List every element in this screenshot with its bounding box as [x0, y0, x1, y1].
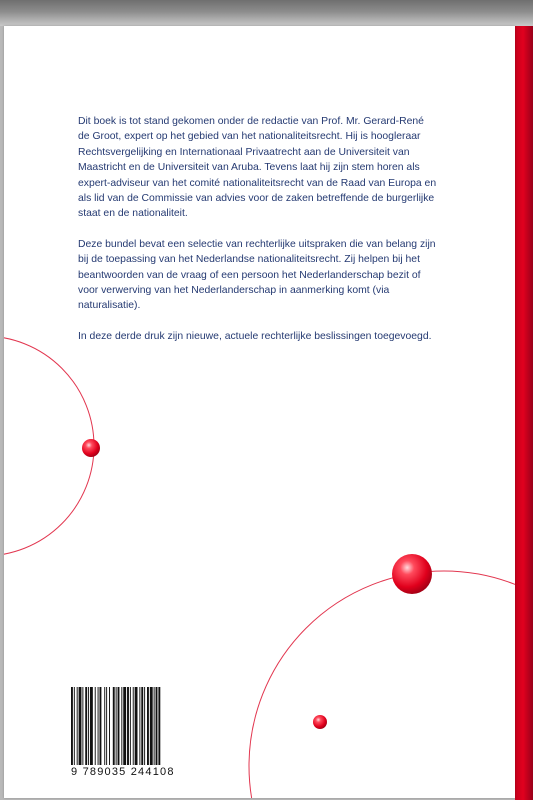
blurb-paragraph-editor: Dit boek is tot stand gekomen onder de redactie van Prof. Mr. Gerard-René de Groot, expert op het gebied van het nationaliteitsrecht. Hij is hoogleraar Rechtsvergelijking en Internationaal Privaatrecht aan de Universiteit van Maastricht en de Universiteit van Aruba. Tevens laat hij zijn stem horen als expert-adviseur van het comité nationaliteitsrecht van de Raad van Europa en als lid van de Commissie van advies voor de zaken betreffende de burgerlijke staat en de nationaliteit.	[78, 116, 437, 220]
isbn-number: 9 789035 244108	[71, 766, 175, 778]
barcode-bar	[82, 687, 83, 765]
barcode-bar	[147, 687, 149, 765]
barcode-bar	[71, 687, 73, 765]
barcode-bar	[158, 687, 160, 765]
barcode-bar	[154, 687, 155, 765]
blurb-paragraph-edition: In deze derde druk zijn nieuwe, actuele rechterlijke beslissingen toegevoegd.	[78, 330, 432, 342]
back-cover	[4, 26, 515, 798]
barcode-bar	[79, 687, 82, 765]
barcode-bar	[100, 687, 102, 765]
barcode-bar	[116, 687, 117, 765]
barcode-bars	[67, 687, 183, 767]
barcode-bar	[144, 687, 145, 765]
barcode-bar	[133, 687, 134, 765]
barcode-bar	[74, 687, 75, 765]
red-sphere-small-upper	[82, 439, 100, 457]
barcode-bar	[106, 687, 107, 765]
barcode-bar	[104, 687, 105, 765]
barcode-bar	[130, 687, 131, 765]
barcode-bar	[98, 687, 99, 765]
blurb-text	[78, 114, 438, 359]
barcode-bar	[123, 687, 126, 765]
circle-line-left	[4, 336, 94, 556]
barcode-bar	[118, 687, 120, 765]
barcode-bar	[113, 687, 115, 765]
barcode-bar	[88, 687, 89, 765]
barcode-bar	[90, 687, 93, 765]
barcode-bar	[109, 687, 110, 765]
circle-line-bottom-right	[249, 571, 515, 798]
barcode-bar	[121, 687, 122, 765]
barcode-bar	[139, 687, 140, 765]
red-sphere-large	[392, 554, 432, 594]
barcode-bar	[135, 687, 138, 765]
barcode-bar	[150, 687, 153, 765]
barcode-bar	[85, 687, 87, 765]
blurb-paragraph-contents: Deze bundel bevat een selectie van rechterlijke uitspraken die van belang zijn bij de toepassing van het Nederlandse nationaliteitsrecht. Zij helpen bij het beantwoorden van de vraag of een persoon het Nederlanderschap bezit of voor verwerving van het Nederlanderschap in aanmerking komt (via naturalisatie).	[78, 238, 436, 312]
barcode-bar	[141, 687, 143, 765]
red-sphere-small-lower	[313, 715, 327, 729]
barcode-bar	[156, 687, 158, 765]
barcode-bar	[77, 687, 78, 765]
barcode-bar	[127, 687, 129, 765]
barcode-bar	[95, 687, 96, 765]
barcode	[67, 687, 183, 784]
page-block-top-edge	[0, 0, 533, 26]
red-spine-edge	[515, 26, 533, 800]
